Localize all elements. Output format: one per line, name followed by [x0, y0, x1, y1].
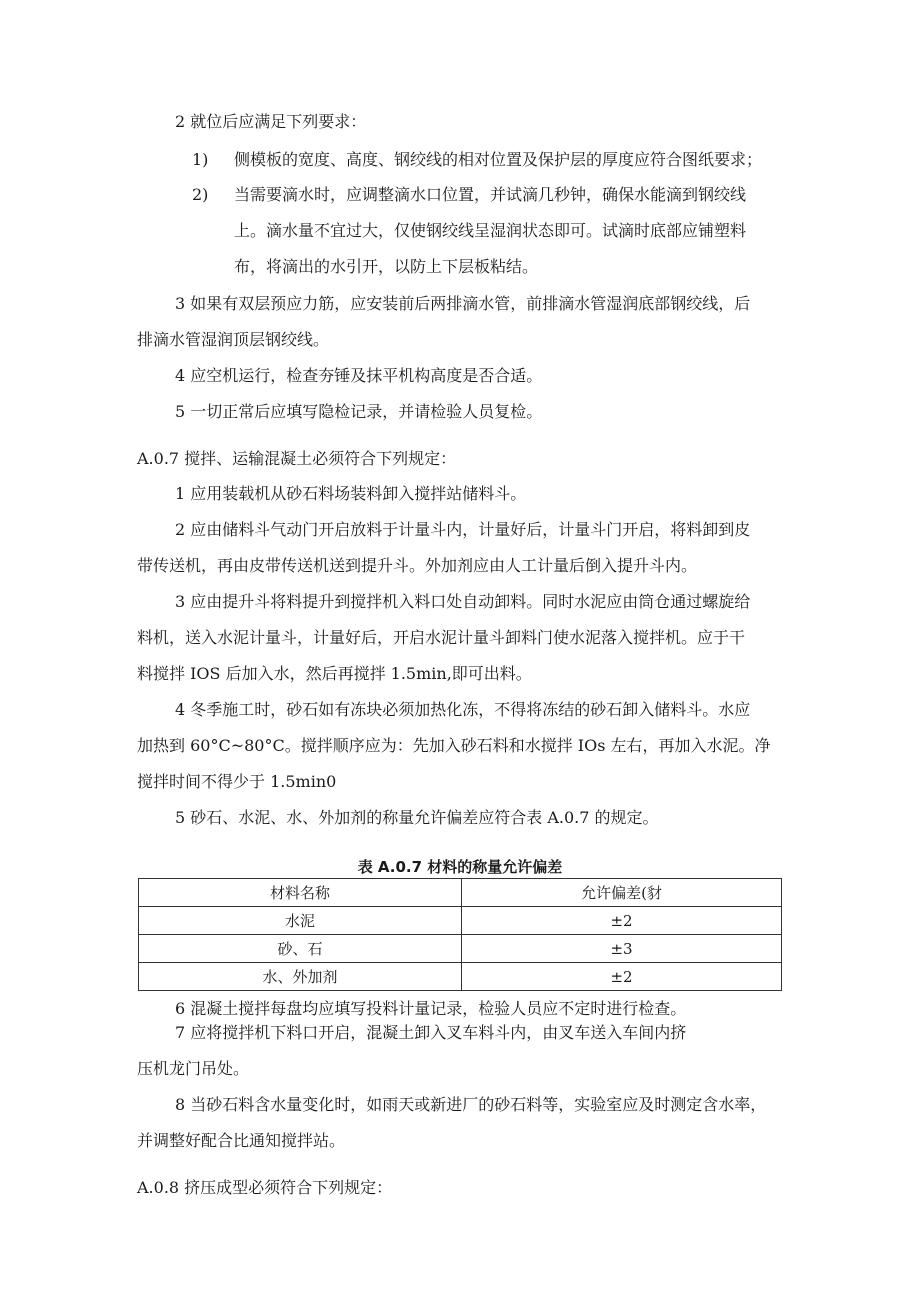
paragraph-4: 4 应空机运行，检查夯锤及抹平机构高度是否合适。 — [175, 366, 543, 385]
table-row — [139, 907, 782, 935]
section-a08-heading: A.0.8 挤压成型必须符合下列规定： — [137, 1178, 393, 1197]
paragraph-5: 5 一切正常后应填写隐检记录，并请检验人员复检。 — [175, 402, 543, 421]
table-cell: 水、外加剂 — [139, 963, 462, 991]
table-header-cell: 允许偏差(豺 — [462, 879, 782, 907]
table-caption: 表 A.0.7 材料的称量允许偏差 — [357, 858, 563, 876]
paragraph-7-line: 压机龙门吊处。 — [137, 1059, 250, 1078]
a07-paragraph-3-line: 料机，送入水泥计量斗，计量好后，开启水泥计量斗卸料门使水泥落入搅拌机。应于干 — [137, 628, 746, 647]
list-item-number: 2) — [192, 185, 209, 204]
table-header-cell: 材料名称 — [139, 879, 462, 907]
a07-paragraph-4-line: 加热到 60°C~80°C。搅拌顺序应为：先加入砂石料和水搅拌 IOs 左右，再加入水泥。净 — [137, 736, 771, 755]
list-item-number: 1) — [192, 150, 209, 169]
paragraph-8-line: 并调整好配合比通知搅拌站。 — [137, 1131, 346, 1150]
table-header-row — [139, 879, 782, 907]
list-item-2-line: 布，将滴出的水引开，以防上下层板粘结。 — [234, 257, 539, 276]
table-cell: 水泥 — [139, 907, 462, 935]
table-row — [139, 935, 782, 963]
paragraph-7-line: 7 应将搅拌机下料口开启，混凝土卸入叉车料斗内，由叉车送入车间内挤 — [175, 1023, 687, 1042]
paragraph-6: 6 混凝土搅拌每盘均应填写投料计量记录，检验人员应不定时进行检查。 — [175, 999, 687, 1018]
a07-paragraph-2-line: 带传送机，再由皮带传送机送到提升斗。外加剂应由人工计量后倒入提升斗内。 — [137, 556, 698, 575]
a07-paragraph-3-line: 料搅拌 IOS 后加入水，然后再搅拌 1.5min,即可出料。 — [137, 664, 532, 683]
a07-paragraph-3-line: 3 应由提升斗将料提升到搅拌机入料口处自动卸料。同时水泥应由筒仓通过螺旋给 — [175, 592, 751, 611]
a07-paragraph-4-line: 搅拌时间不得少于 1.5min0 — [137, 772, 337, 791]
list-item-2-line: 上。滴水量不宜过大，仅使钢绞线呈湿润状态即可。试滴时底部应铺塑料 — [234, 221, 747, 240]
a07-paragraph-1: 1 应用装载机从砂石料场装料卸入搅拌站储料斗。 — [175, 484, 527, 503]
list-item-2-line: 当需要滴水时，应调整滴水口位置，并试滴几秒钟，确保水能滴到钢绞线 — [234, 185, 747, 204]
paragraph-3-line: 3 如果有双层预应力筋，应安装前后两排滴水管，前排滴水管湿润底部钢绞线，后 — [175, 294, 751, 313]
list-item-1-line: 侧模板的宽度、高度、钢绞线的相对位置及保护层的厚度应符合图纸要求； — [234, 150, 763, 169]
table-row — [139, 963, 782, 991]
a07-paragraph-4-line: 4 冬季施工时，砂石如有冻块必须加热化冻，不得将冻结的砂石卸入储料斗。水应 — [175, 700, 751, 719]
paragraph-3-line: 排滴水管湿润顶层钢绞线。 — [137, 330, 330, 349]
paragraph-2-heading: 2 就位后应满足下列要求： — [175, 112, 367, 131]
a07-paragraph-5: 5 砂石、水泥、水、外加剂的称量允许偏差应符合表 A.0.7 的规定。 — [175, 808, 659, 827]
tolerance-table — [138, 878, 782, 991]
a07-paragraph-2-line: 2 应由储料斗气动门开启放料于计量斗内，计量好后，计量斗门开启，将料卸到皮 — [175, 520, 751, 539]
table-cell: ±3 — [462, 935, 782, 963]
section-a07-heading: A.0.7 搅拌、运输混凝土必须符合下列规定： — [137, 449, 457, 468]
table-cell: ±2 — [462, 907, 782, 935]
table-cell: 砂、石 — [139, 935, 462, 963]
paragraph-8-line: 8 当砂石料含水量变化时，如雨天或新进厂的砂石料等，实验室应及时测定含水率， — [175, 1095, 767, 1114]
table-cell: ±2 — [462, 963, 782, 991]
